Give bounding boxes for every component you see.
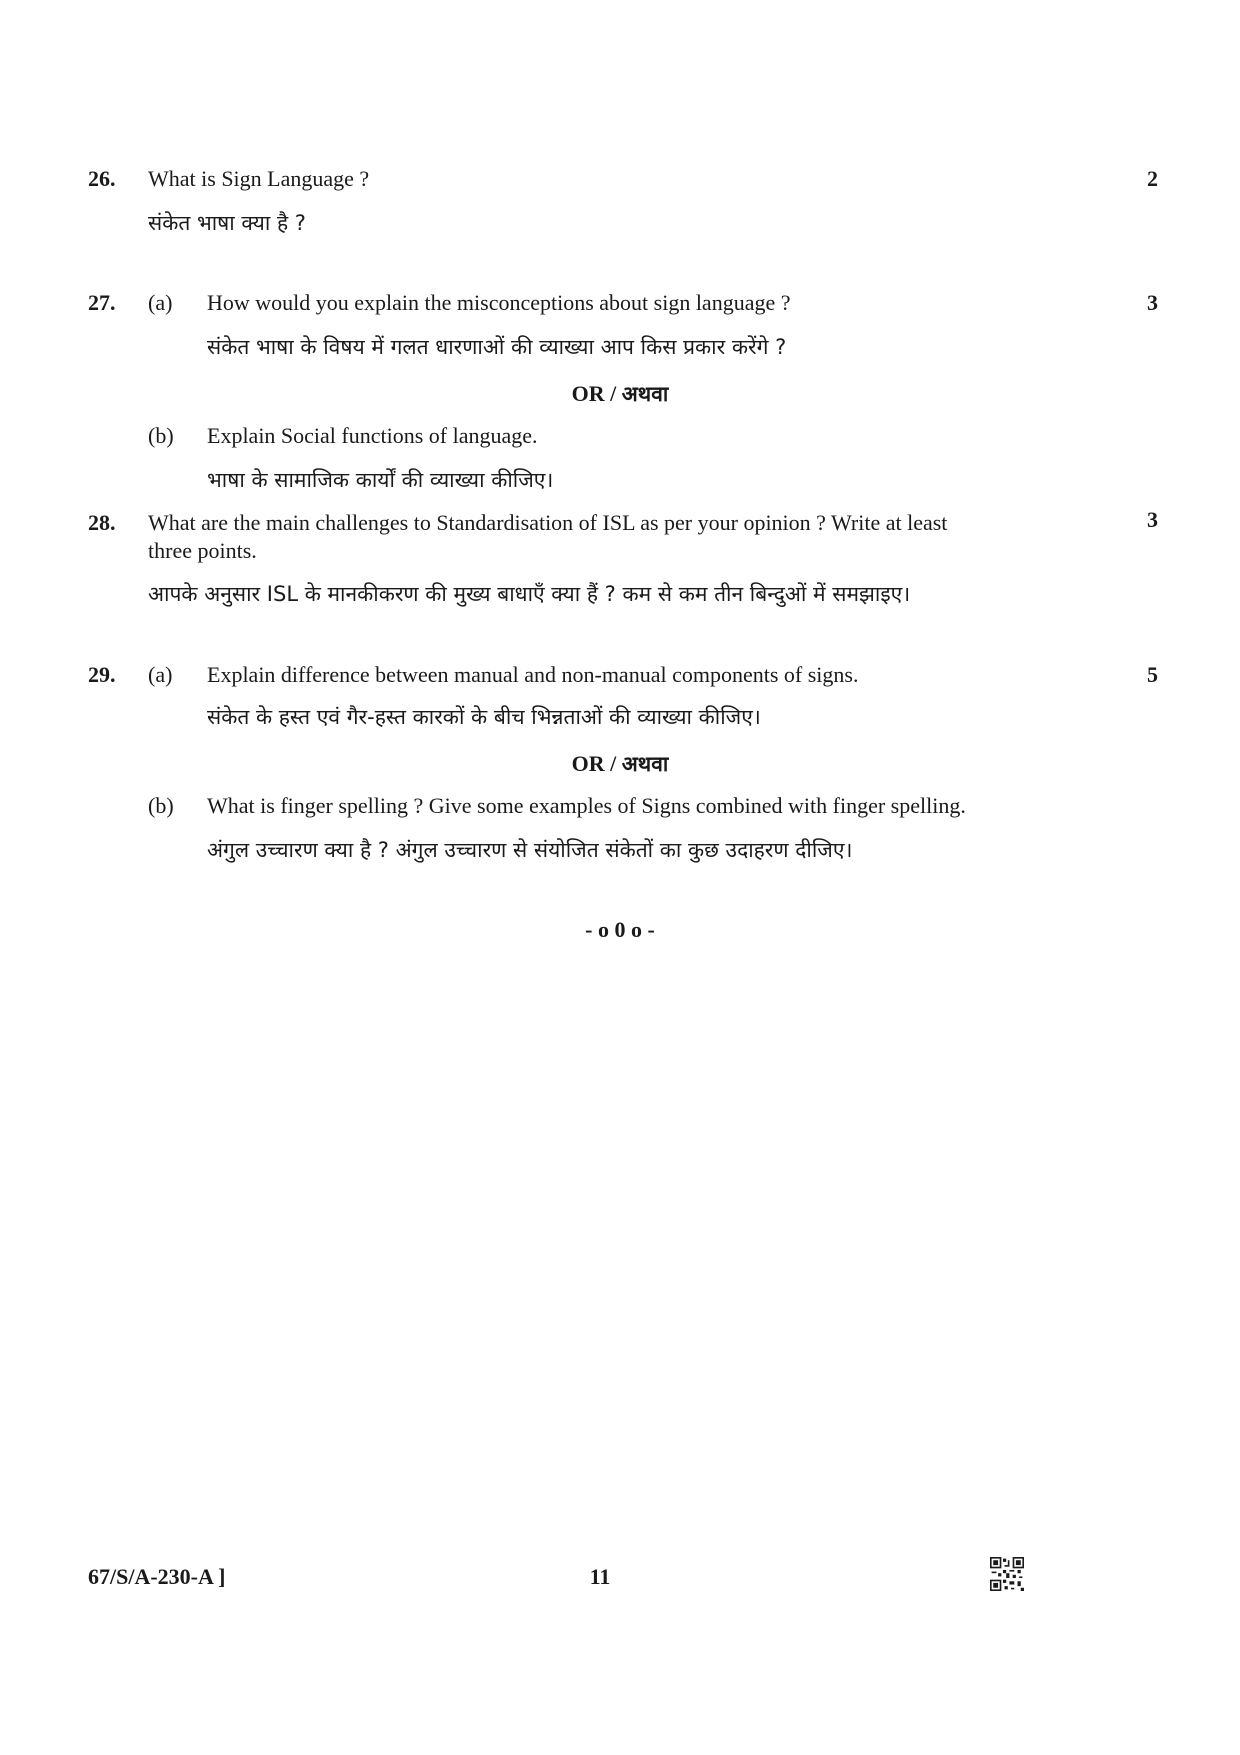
q27-b-label: (b): [148, 423, 174, 448]
q27-or-hi: अथवा: [621, 382, 669, 406]
q29-a-text-hi: संकेत के हस्त एवं गैर-हस्त कारकों के बीच भिन्नताओं की व्याख्या कीजिए।: [207, 705, 761, 729]
q27-a-label: (a): [148, 290, 173, 315]
q29-a-label: (a): [148, 662, 173, 687]
qr-code-icon: [990, 1557, 1024, 1596]
q27-a-text-en: How would you explain the misconceptions about sign language ?: [207, 290, 791, 315]
q28-text-hi: आपके अनुसार ISL के मानकीकरण की मुख्य बाधाएँ क्या हैं ? कम से कम तीन बिन्दुओं में समझाइए।: [148, 582, 911, 606]
q27-a-text-hi: संकेत भाषा के विषय में गलत धारणाओं की व्याख्या आप किस प्रकार करेंगे ?: [207, 335, 787, 359]
q26-text-en: What is Sign Language ?: [148, 166, 370, 191]
q28-marks: 3: [1147, 507, 1158, 532]
q29-or-en: OR: [571, 751, 605, 776]
q29-a-text-en: Explain difference between manual and non-manual components of signs.: [207, 662, 859, 687]
q29-b-text-en: What is finger spelling ? Give some examples of Signs combined with finger spelling.: [207, 793, 966, 818]
q29-or-hi: अथवा: [621, 752, 669, 776]
q29-b-text-hi: अंगुल उच्चारण क्या है ? अंगुल उच्चारण से संयोजित संकेतों का कुछ उदाहरण दीजिए।: [207, 838, 853, 862]
q27-or-divider: [0, 380, 1240, 408]
footer-page-number: 11: [589, 1564, 611, 1589]
q28-text-en-line2: three points.: [148, 538, 257, 563]
q29-or-sep: /: [610, 751, 617, 776]
q26-text-hi: संकेत भाषा क्या है ?: [148, 211, 306, 235]
q28-text-en-line1: What are the main challenges to Standardisation of ISL as per your opinion ? Write at least: [148, 510, 948, 535]
q27-b-text-hi: भाषा के सामाजिक कार्यों की व्याख्या कीजिए।: [207, 468, 554, 492]
q29-number: 29.: [88, 662, 116, 687]
q29-marks: 5: [1147, 662, 1158, 687]
q26-number: 26.: [88, 166, 116, 191]
q29-or-divider: [0, 750, 1240, 778]
q28-number: 28.: [88, 510, 116, 535]
q27-marks: 3: [1147, 290, 1158, 315]
q27-b-text-en: Explain Social functions of language.: [207, 423, 538, 448]
end-of-paper-mark: - o 0 o -: [585, 917, 655, 942]
q29-b-label: (b): [148, 793, 174, 818]
q26-marks: 2: [1147, 166, 1158, 191]
footer-paper-code: 67/S/A-230-A ]: [88, 1564, 226, 1589]
q27-number: 27.: [88, 290, 116, 315]
q27-or-en: OR: [571, 381, 605, 406]
q27-or-sep: /: [610, 381, 617, 406]
